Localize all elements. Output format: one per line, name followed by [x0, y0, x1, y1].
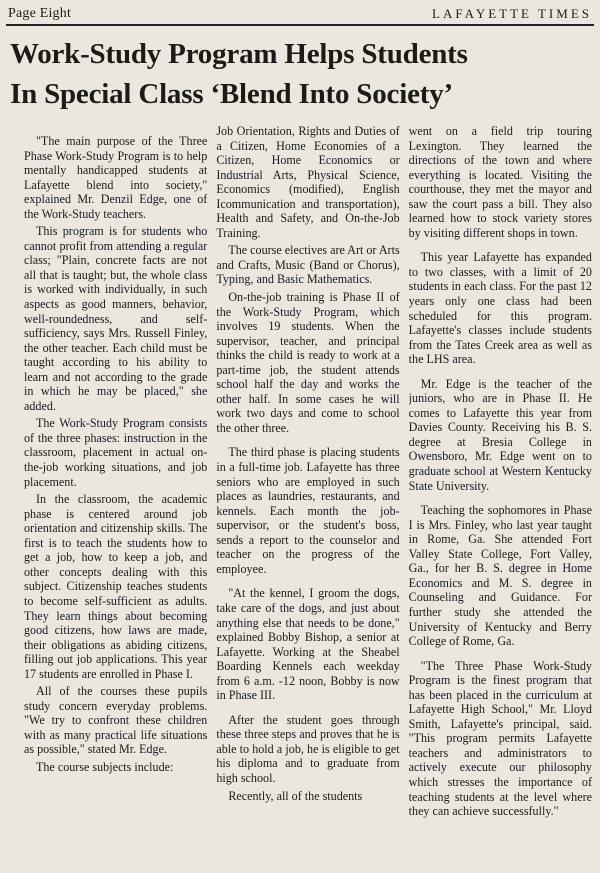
paragraph: This program is for students who cannot profit from attending a regular class; "Plain, concrete facts are not all that is taught; but, the whole class is worked with individually, in such aspects as good manners, behavior, well-roundedness, and self-sufficiency, says Mrs. Russell Finley, the other teacher. Each child must be taught according to his ability to learn and not according to the grade in which he may be placed," she added. — [24, 224, 208, 413]
column-3 — [409, 124, 592, 871]
paragraph: went on a field trip touring Lexington. They learned the directions of the town and where everything is located. Visiting the courthouse, they met the mayor and saw the court pass a bill. They also learned how to stock variety stores by visiting different shops in town. — [408, 124, 592, 240]
paragraph: After the student goes through these three steps and proves that he is able to hold a job, he is eligible to get his diploma and to graduate from high school. — [216, 712, 400, 785]
paragraph: On-the-job training is Phase II of the Work-Study Program, which involves 19 students. When the supervisor, teacher, and principal thinks the child is ready to work at a part-time job, the student attends school half the day and works the other half. In some cases he will work two days and come to school the other three. — [216, 290, 400, 435]
paragraph: The course electives are Art or Arts and Crafts, Music (Band or Chorus), Typing, and Basic Mathematics. — [216, 243, 400, 287]
paragraph: "The main purpose of the Three Phase Work-Study Program is to help mentally handicapped students at Lafayette blend into society," explained Mr. Denzil Edge, one of the Work-Study teachers. — [24, 134, 208, 221]
paragraph: The course subjects include: — [36, 759, 174, 774]
article-body — [24, 124, 592, 871]
headline-line-2: In Special Class ‘Blend Into Society’ — [10, 78, 453, 110]
paragraph: This year Lafayette has expanded to two classes, with a limit of 20 students in each class. For the past 12 years only one class had been scheduled for this program. Lafayette's classes include students from the Tates Creek area as well as the LHS area. — [408, 250, 592, 367]
headline-line-1: Work-Study Program Helps Students — [10, 38, 468, 70]
column-1 — [24, 124, 207, 871]
paragraph: All of the courses these pupils study concern everyday problems. "We try to confront these children with as many practical life situations as possible," stated Mr. Edge. — [24, 684, 208, 757]
newspaper-name: LAFAYETTE TIMES — [432, 6, 592, 21]
masthead — [6, 0, 594, 26]
paragraph: Job Orientation, Rights and Duties of a Citizen, Home Economies of a Citizen, Home Economics or Industrial Arts, Physical Science, Economics (modified), English Icommunication and transportation), Health and Safety, and On-the-Job Training. — [216, 124, 400, 240]
article-headline — [10, 34, 594, 114]
page-number: Page Eight — [8, 6, 72, 21]
paragraph: Teaching the sophomores in Phase I is Mrs. Finley, who last year taught in Rome, Ga. She attended Fort Valley State College, Fort Valley, Ga., for her B. S. degree in Home Economics and M. S. degree in Counseling and Guidance. For further study she attended the University of Kentucky and Berry College of Rome, Ga. — [408, 503, 592, 649]
paragraph: "At the kennel, I groom the dogs, take care of the dogs, and just about anything else that needs to be done," explained Bobby Bishop, a senior at Lafayette. Working at the Sheabel Boarding Kennels each weekday from 6 a.m. -12 noon, Bobby is now in Phase III. — [216, 586, 400, 703]
paragraph: "The Three Phase Work-Study Program is the finest program that has been placed in the curriculum at Lafayette High School," Mr. Lloyd Smith, Lafayette's principal, said. "This program permits Lafayette teachers and administrators to actively execute our philosophy which stresses the importance of teaching students at the level where they can achieve successfully." — [408, 658, 592, 819]
paragraph: Recently, all of the students — [228, 788, 363, 803]
paragraph: The Work-Study Program consists of the three phases: instruction in the classroom, placement in actual on-the-job working situations, and job placement. — [24, 416, 208, 489]
column-2 — [216, 124, 399, 871]
paragraph: In the classroom, the academic phase is centered around job orientation and citizenship skills. The first is to teach the students how to get a job, how to keep a job, and other concepts dealing with this subject. Citizenship teaches students to become self-sufficient as adults. They learn things about becoming good citizens, how laws are made, their obligations as abiding citizens, filling out job applications. This year 17 students are enrolled in Phase I. — [24, 492, 208, 681]
paragraph: The third phase is placing students in a full-time job. Lafayette has three seniors who are employed in such places as laundries, restaurants, and kennels. Each month the job-supervisor, or the student's boss, sends a report to the counselor and teacher on the progress of the employee. — [216, 445, 400, 576]
paragraph: Mr. Edge is the teacher of the juniors, who are in Phase II. He comes to Lafayette this year from Davies County. Receiving his B. S. degree at Bresia College in Owensboro, Mr. Edge went on to graduate school at Western Kentucky State University. — [408, 376, 592, 493]
